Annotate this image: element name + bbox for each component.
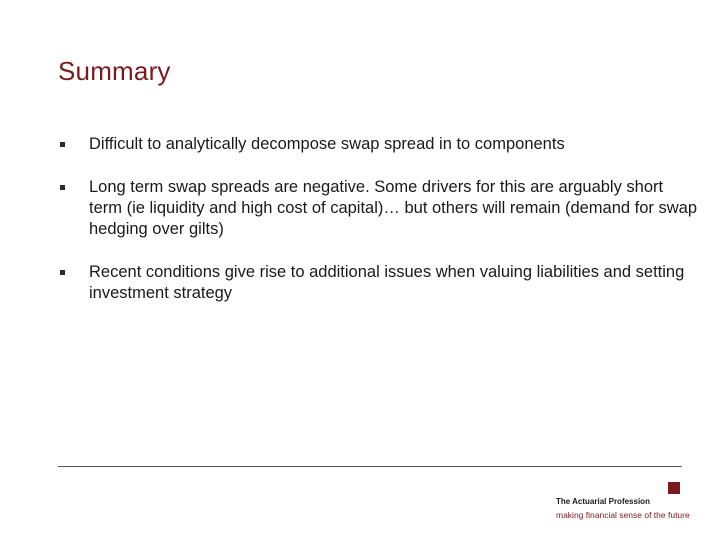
square-bullet-icon xyxy=(60,185,65,190)
bullet-item xyxy=(58,262,698,304)
slide-title: Summary xyxy=(58,56,171,86)
bullet-text: Long term swap spreads are negative. Some drivers for this are arguably short term (ie liquidity and high cost of capital)… but others will remain (demand for swap hedging over gilts) xyxy=(89,178,698,238)
logo-square-icon xyxy=(668,482,680,494)
actuarial-profession-logo xyxy=(556,480,706,530)
logo-tagline: making financial sense of the future xyxy=(556,510,690,520)
square-bullet-icon xyxy=(60,270,65,275)
bullet-text: Recent conditions give rise to additional issues when valuing liabilities and setting investment strategy xyxy=(89,263,685,302)
bullet-list xyxy=(58,134,698,304)
footer-divider xyxy=(58,466,682,467)
bullet-item xyxy=(58,177,698,240)
bullet-item xyxy=(58,134,698,155)
logo-name: The Actuarial Profession xyxy=(556,497,650,506)
bullet-text: Difficult to analytically decompose swap spread in to components xyxy=(89,135,565,153)
square-bullet-icon xyxy=(60,142,65,147)
